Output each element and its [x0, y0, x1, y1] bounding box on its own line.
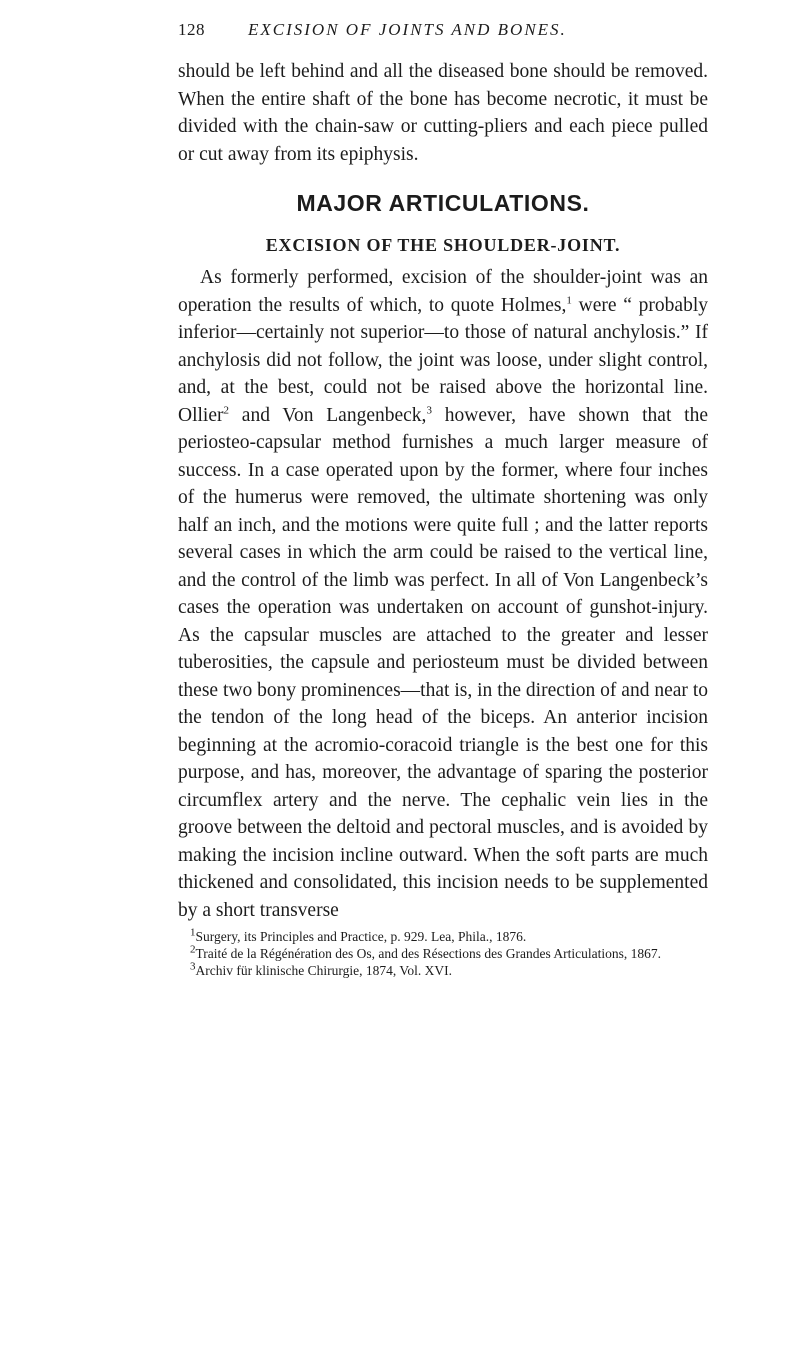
main-paragraph-segment-4: however, have shown that the periosteo-capsular method furnishes a much larger measure of success. In a case operated upon by the former, where four inches of the humerus were removed, the ultimate shortening was only half an inch, and the motions were quite full ; and the latter reports several cases in which the arm could be raised to the vertical line, and the control of the limb was perfect. In all of Von Langenbeck’s cases the operation was undertaken on account of gunshot-injury. As the capsular muscles are attached to the greater and lesser tuberosities, the capsule and periosteum must be divided between these two bony prominences—that is, in the direction of and near to the tendon of the long head of the biceps. An anterior incision beginning at the acromio-coracoid triangle is the best one for this purpose, and has, moreover, the advantage of sparing the posterior circumflex artery and the nerve. The cephalic vein lies in the groove between the deltoid and pectoral muscles, and is avoided by making the incision incline outward. When the soft parts are much thickened and consolidated, this incision needs to be supplemented by a short transverse [178, 404, 708, 921]
footnote-3 [178, 962, 708, 979]
footnote-text: Surgery, its Principles and Practice, p. 929. Lea, Phila., 1876. [195, 929, 527, 944]
footnote-2 [178, 945, 708, 962]
footnote-marker: 1 [190, 926, 196, 939]
footnote-text: Traité de la Régénération des Os, and des Résections des Grandes Articulations, 1867. [195, 946, 662, 961]
running-head [178, 20, 708, 58]
footnote-marker: 3 [190, 960, 196, 973]
subsection-title: EXCISION OF THE SHOULDER-JOINT. [265, 235, 621, 255]
running-title: EXCISION OF JOINTS AND BONES. [248, 20, 567, 39]
section-title: MAJOR ARTICULATIONS. [296, 190, 590, 216]
main-paragraph-segment-2: were “ probably inferior—certainly not superior—to those of natural anchylosis.” If anchylosis did not follow, the joint was loose, under slight control, and, at the best, could not be raised above the horizontal line. Ollier [178, 294, 708, 426]
footnote-marker: 2 [190, 943, 196, 956]
page-number: 128 [178, 20, 205, 39]
continued-paragraph: should be left behind and all the diseased bone should be removed. When the entire shaft of the bone has become necrotic, it must be divided with the chain-saw or cutting-pliers and each piece pulled or cut away from its epiphysis. [178, 61, 708, 165]
footnote-text: Archiv für klinische Chirurgie, 1874, Vol. XVI. [195, 963, 452, 978]
main-paragraph-segment-1: As formerly performed, excision of the shoulder-joint was an operation the results of which, to quote Holmes, [178, 267, 708, 316]
footnote-ref-1: 1 [566, 294, 572, 306]
main-paragraph [178, 264, 708, 924]
footnote-ref-3: 3 [426, 404, 432, 416]
footnote-1 [178, 928, 708, 945]
footnotes [178, 928, 708, 979]
footnote-ref-2: 2 [223, 404, 229, 416]
main-paragraph-segment-3: and Von Langenbeck, [228, 404, 427, 426]
